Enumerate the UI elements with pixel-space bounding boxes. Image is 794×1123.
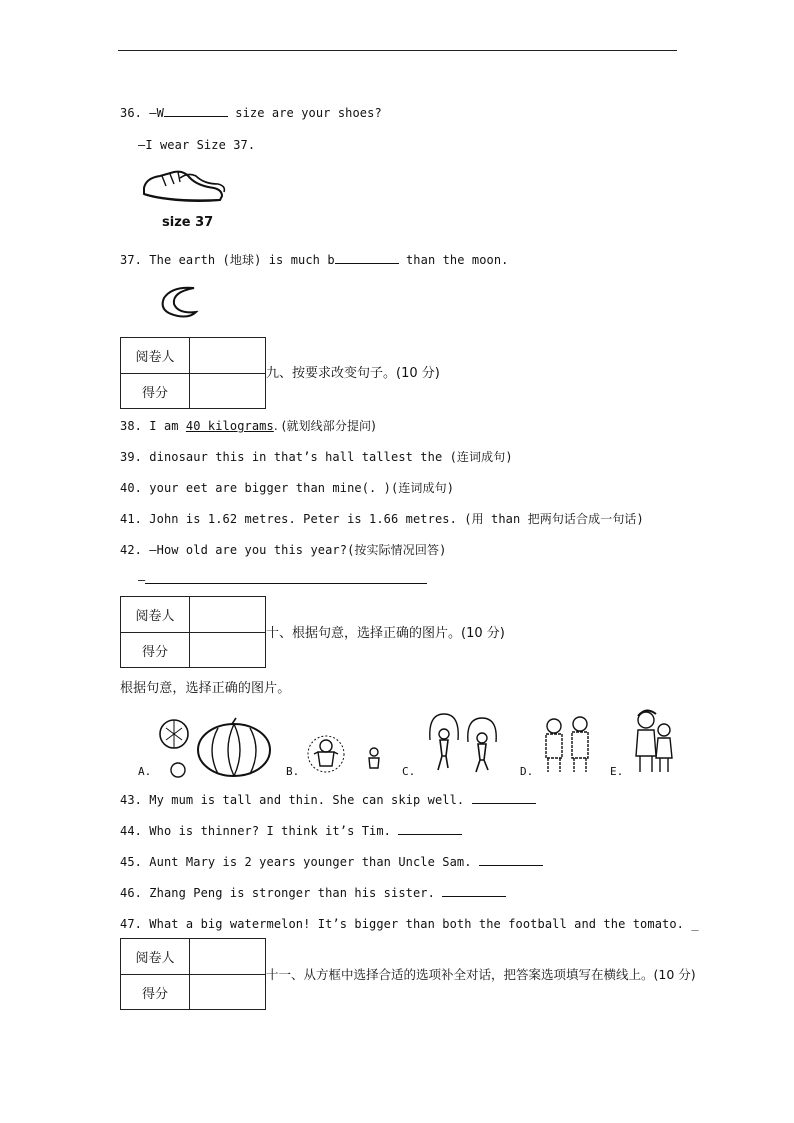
answer-blank[interactable]: [398, 823, 462, 835]
reviewer-cell[interactable]: [190, 597, 265, 633]
question-38: 38. I am 40 kilograms. (就划线部分提问): [120, 419, 376, 433]
option-a-label: A.: [138, 765, 152, 778]
option-b-image[interactable]: [306, 732, 386, 776]
answer-blank[interactable]: [335, 252, 399, 264]
question-36: 36. —W size are your shoes?: [120, 106, 382, 120]
question-46: 46. Zhang Peng is stronger than his sister.: [120, 885, 506, 900]
answer-blank[interactable]: [442, 885, 506, 897]
score-cell[interactable]: [190, 633, 265, 667]
score-box: [120, 596, 266, 668]
answer-blank[interactable]: [145, 572, 427, 584]
score-label: 得分: [121, 374, 190, 408]
answer-blank[interactable]: [472, 792, 536, 804]
moon-image: [150, 284, 200, 320]
question-45: 45. Aunt Mary is 2 years younger than Uncle Sam.: [120, 854, 543, 869]
reviewer-label: 阅卷人: [121, 338, 190, 374]
question-37: 37. The earth (地球) is much b than the moon.: [120, 253, 509, 267]
shoes-size-label: size 37: [162, 215, 214, 230]
score-label: 得分: [121, 633, 190, 667]
option-e-image[interactable]: [630, 706, 676, 778]
score-cell[interactable]: [190, 374, 265, 408]
question-47: 47. What a big watermelon! It’s bigger than both the football and the tomato. _: [120, 917, 699, 931]
answer-blank[interactable]: [479, 854, 543, 866]
question-39: 39. dinosaur this in that’s hall tallest the (连词成句): [120, 450, 513, 464]
score-box: [120, 337, 266, 409]
answer-blank[interactable]: [164, 105, 228, 117]
section-11-title: 十一、从方框中选择合适的选项补全对话，把答案选项填写在横线上。(10 分): [266, 967, 696, 982]
reviewer-cell[interactable]: [190, 939, 265, 975]
option-c-image[interactable]: [424, 710, 504, 778]
score-cell[interactable]: [190, 975, 265, 1009]
reviewer-label: 阅卷人: [121, 597, 190, 633]
option-d-image[interactable]: [540, 714, 596, 776]
shoes-image: [140, 166, 228, 232]
score-label: 得分: [121, 975, 190, 1009]
question-40: 40. your eet are bigger than mine(. )(连词成句): [120, 481, 455, 495]
reviewer-cell[interactable]: [190, 338, 265, 374]
question-43: 43. My mum is tall and thin. She can skip well.: [120, 792, 536, 807]
option-e-label: E.: [610, 765, 624, 778]
option-c-label: C.: [402, 765, 416, 778]
answer-blank[interactable]: _: [691, 917, 699, 931]
question-41: 41. John is 1.62 metres. Peter is 1.66 metres. (用 than 把两句话合成一句话): [120, 512, 644, 526]
instruction: 根据句意，选择正确的图片。: [120, 681, 291, 696]
option-a-image[interactable]: [158, 714, 274, 778]
section-9-title: 九、按要求改变句子。(10 分): [266, 366, 440, 381]
question-42-answer-line: —: [138, 572, 427, 587]
option-d-label: D.: [520, 765, 534, 778]
reviewer-label: 阅卷人: [121, 939, 190, 975]
question-42: 42. —How old are you this year?(按实际情况回答): [120, 543, 447, 557]
option-b-label: B.: [286, 765, 300, 778]
section-10-title: 十、根据句意，选择正确的图片。(10 分): [266, 626, 505, 641]
question-36-answer: —I wear Size 37.: [138, 138, 256, 152]
question-44: 44. Who is thinner? I think it’s Tim.: [120, 823, 462, 838]
score-box: [120, 938, 266, 1010]
header-rule: [118, 50, 677, 51]
